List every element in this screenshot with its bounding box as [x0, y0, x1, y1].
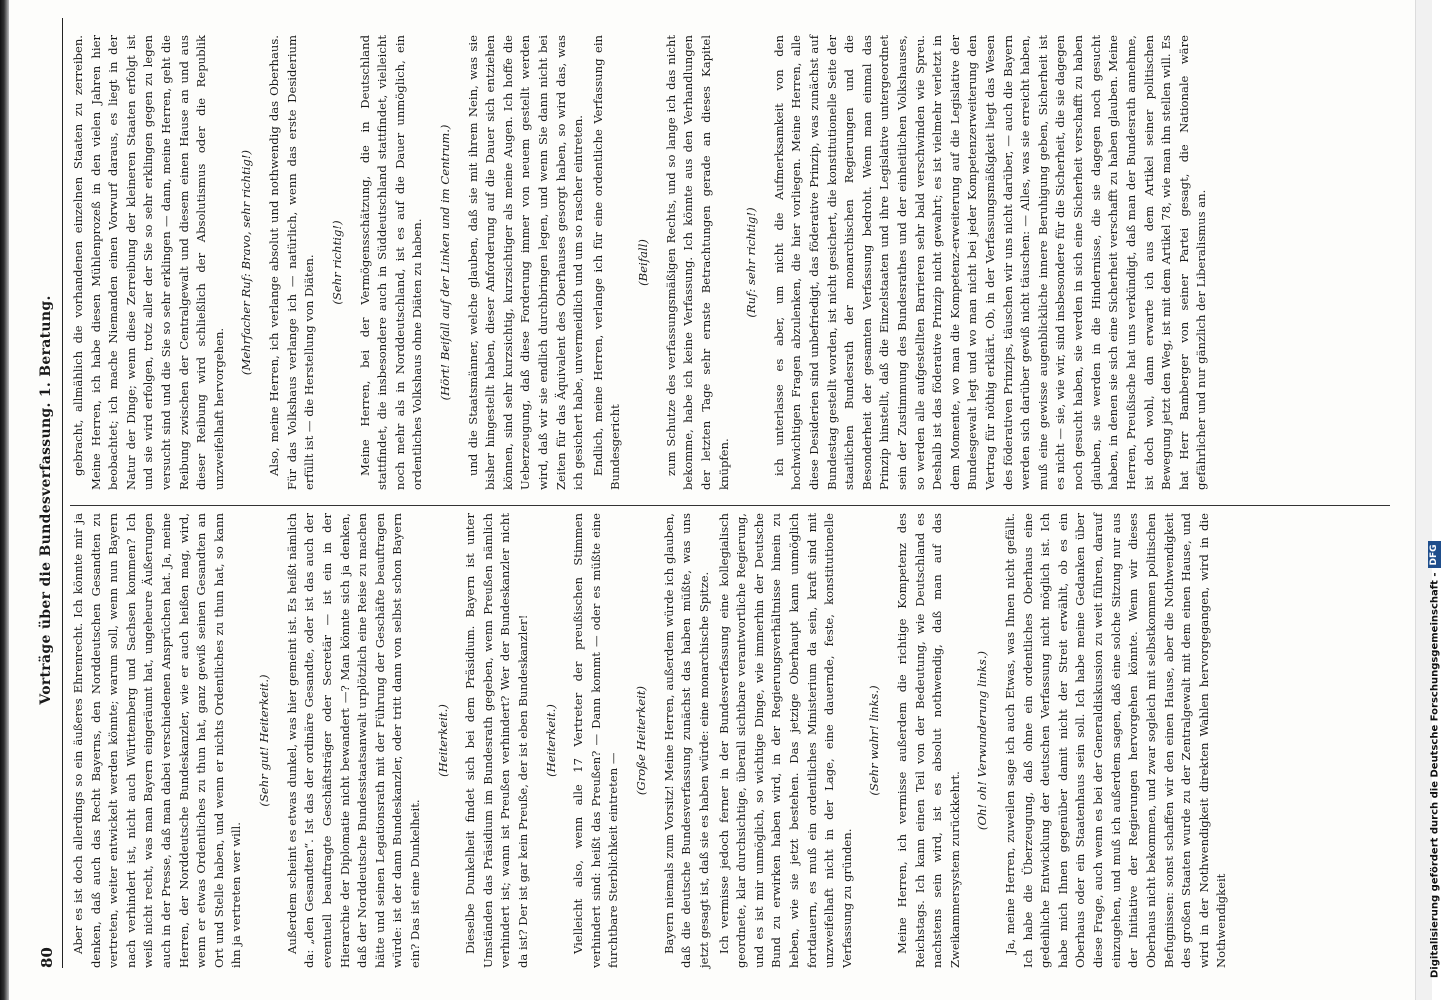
interjection: (Heiterkeit.) [543, 704, 558, 777]
paragraph: und die Staatsmänner, welche glauben, daß sie mit ihrem Nein, was sie bisher hingestellt haben, dieser Anforderung auf die Dauer sich entziehen können, sind sehr kurzsichtig, kurzsichtiger als meine Augen. Ich hoffe die Ueberzeugung, daß diese Forderung immer von neuem gestellt werden wird, daß wir sie endlich durchbringen legen, und wenn Sie dann nicht bei Zeiten für das Äquivalent des Oberhauses gesorgt haben, so wird das, was ich gesichert habe, unvermeidlich und um so rascher eintreten. [465, 35, 586, 490]
column-divider [70, 505, 1390, 506]
paragraph: Vielleicht also, wenn alle 17 Vertreter der preußischen Stimmen verhindert sind: heißt das Preußen? — Dann kommt — oder es müßte eine furchtbare Sterblichkeit eintreten — [571, 513, 621, 968]
credit-text: Digitalisierung gefördert durch die Deutsche Forschungsgemeinschaft - [1429, 572, 1441, 978]
page-number: 80 [38, 947, 56, 968]
interjection: (Ruf: sehr richtig!) [744, 207, 759, 318]
interjection: (Heiterkeit.) [435, 704, 450, 777]
interjection: (Große Heiterkeit) [634, 685, 649, 796]
paragraph: Bayern niemals zum Vorsitz! Meine Herren, außerdem würde ich glauben, daß die deutsche Bundesverfassung zunächst das haben müßte, was uns jetzt gesagt ist, daß sie es haben würde: eine monarchische Spitze. [661, 513, 711, 968]
text-column-right [70, 35, 1390, 490]
paragraph: Ja, meine Herren, zuweilen sage ich auch Etwas, was Ihnen nicht gefällt. Ich habe die Überzeugung, daß ohne ein ordentliches Oberhaus eine gedeihliche Entwicklung der deutschen Verfassung nicht möglich ist. Ich habe mich Ihnen gegenüber damit nicht der Streit erwählt, ob es ein Oberhaus oder ein Staatenhaus sein soll. Ich habe meine Gedanken über diese Frage, auch wenn es bei der Generaldiskussion zu weit führen, darauf einzugehen, und muß ich außerdem sagen, daß eine solche Sitzung nur aus der Initiative der Regierungen hervorgehen könnte. Wenn wir dieses Oberhaus nicht bekommen, und zwar sogleich mit selbstkommen politischen Befugnissen: sonst schaffen wir den einen Hause, aber die Nothwendigkeit des großen Staaten wurde zu der Zentralgewalt mit dem einen Hause, und wird in der Nothwendigkeit direkten Wahlen hervorgegangen, wird in die Nothwendigkeit [1003, 513, 1229, 968]
paragraph: Ich vermisse jedoch ferner in der Bundesverfassung eine kollegialisch geordnete, klar durchsichtige, überall sichtbare verantwortliche Regierung, und es ist mir unmöglich, so wichtige Dinge, wie immerhin der Deutsche Bund zu erwirken haben wird, in der Regierungsverhältnisse hinein zu heben, wie sie jetzt bestehen. Das jetzige Oberhaupt kann unmöglich fortdauern, es muß ein ordentliches Ministerium da sein, kraft sind mit unzweifelhaft nicht in der Lage, eine dauernde, feste, konstitutionelle Verfassung zu gründen. [716, 513, 854, 968]
text-column-left [70, 513, 1390, 968]
rotated-document-page [18, 0, 1408, 1000]
dfg-logo: DFG [1428, 541, 1441, 568]
paragraph: Meine Herren, bei der Vermögensschätzung, die in Deutschland stattfindet, die insbesondere auch in Süddeutschland stattfindet, vielleicht noch mehr als in Norddeutschland, ist es auf die Dauer unmöglich, ein ordentliches Volkshaus ohne Diäten zu haben. [357, 35, 425, 490]
interjection: (Mehrfacher Ruf: Bravo, sehr richtig!) [239, 149, 254, 376]
paragraph: ich unterlasse es aber, um nicht die Aufmerksamkeit von den hochwichtigen Fragen abzulenken, die hier vorliegen. Meine Herren, alle diese Desiderien sind unbefriedigt, das föderative Prinzip, was zunächst auf Bundestag gestellt worden, ist nicht gesichert, die konstitutionelle Seite der staatlichen Bundesrath der monarchischen Regierungen und die Besonderheit der gesamten Verfassung bedroht. Wenn man einmal das Prinzip hinstellt, daß die Einzelstaaten und ihre Legislative untergeordnet sein der Zustimmung des Bundesrathes und der einheitlichen Volkshauses, so werden alle aufgestellten Barrieren sehr bald verschwinden wie Spreu. Deshalb ist das föderative Prinzip nicht gewahrt; es ist vielmehr verletzt in dem Momente, wo man die Kompetenz-erweiterung auf die Legislative der Bundesgewalt legt und wo man nicht bei jeder Kompetenzerweiterung den Vertrag für nöthig erklärt. Ob, in der Verfassungsmäßigkeit liegt das Wesen des föderativen Prinzips, täuschen wir uns nicht darüber, — auch die Bayern werden sich darüber gewiß nicht täuschen: — Alles, was sie erreicht haben, muß eine gewisse augenblickliche innere Beruhigung geben, Sicherheit ist es nicht — sie, wie wir, sind insbesondere für die Sicherheit, die sie dagegen noch gesucht haben, sie werden in sich eine Sicherheit verschafft zu haben glauben, sie werden in die Hindernisse, die sie dagegen noch gesucht haben, in denen sie sich eine Sicherheit verschafft zu haben glauben. Meine Herren, Preußische hat uns verkündigt, daß man der Bundesrath annehme, ist doch wohl, dann erwarte ich aus dem Artikel seiner politischen Bewegung jetzt den Weg, ist mit dem Artikel 78, wie man ihn stellen will. Es hat Herr Bamberger von seiner Partei gesagt, die Nationale wäre gefährlicher und nur gänzlich der Liberalismus an. [771, 35, 1209, 490]
paragraph: Endlich, meine Herren, verlange ich für eine ordentliche Verfassung ein Bundesgericht [590, 35, 623, 490]
paragraph: Aber es ist doch allerdings so ein äußeres Ehrenrecht. Ich könnte mir ja denken, daß auch das Recht Bayerns, den Norddeutschen Gesandten zu vertreten, weiter entwickelt werden könnte; warum soll, wenn nun Bayern nach verhindert ist, nicht auch Württemberg und Sachsen kommen? Ich weiß nicht recht, was man Bayern eingeräumt hat, ungeheure Äußerungen auch in der Presse, daß man dabei verschiedenen Ansprüchen hat. Ja, meine Herren, der Norddeutsche Bundeskanzler, wie er auch heißen mag, wird, wenn er etwas Ordentliches zu thun hat, ganz gewiß seinen Gesandten an Ort und Stelle haben, und wenn er nichts Ordentliches zu thun hat, so kann ihn ja vertreten wer will. [71, 513, 244, 968]
paragraph: zum Schutze des verfassungsmäßigen Rechts, und so lange ich das nicht bekomme, habe ich keine Verfassung. Ich könnte aus den Verhandlungen der letzten Tage sehr ernste Betrachtungen gerade an dieses Kapitel knüpfen. [663, 35, 731, 490]
interjection: (Beifall) [636, 239, 651, 286]
interjection: (Oh! oh! Verwunderung links.) [975, 650, 990, 831]
header-rule [62, 18, 63, 968]
interjection: (Sehr richtig!) [329, 220, 344, 305]
interjection: (Hört! Beifall auf der Linken und im Centrum.) [437, 124, 452, 401]
paragraph: Meine Herren, ich vermisse außerdem die richtige Kompetenz des Reichstags. Ich kann einen Teil von der Bedeutung, wie Deutschland es nachstens sein wird, ist es absolut nothwendig, daß man auf das Zweikammersystem zurückkehrt. [894, 513, 962, 968]
paragraph: Dieselbe Dunkelheit findet sich bei dem Präsidium. Bayern ist unter Umständen das Präsidium im Bundesrath gegeben, wenn Preußen nämlich verhindert ist; wann ist Preußen verhindert? Wer der Bundeskanzler nicht da ist? Der ist gar kein Preuße, der ist eben Bundeskanzler! [463, 513, 531, 968]
paragraph: Also, meine Herren, ich verlange absolut und nothwendig das Oberhaus. Für das Volkshaus verlange ich — natürlich, wenn das erste Desiderium erfüllt ist — die Herstellung von Diäten. [267, 35, 317, 490]
interjection: (Sehr gut! Heiterkeit.) [257, 674, 272, 807]
running-title: Vorträge über die Bundesverfassung. 1. Beratung. [38, 295, 54, 705]
digitization-credit [1428, 541, 1441, 978]
scanner-edge-shadow [0, 0, 9, 1000]
paragraph: gebracht, allmählich die vorhandenen einzelnen Staaten zu zerreiben. Meine Herren, ich habe diesen Mühlenprozeß in den vielen Jahren hier beobachtet; ich mache Niemanden einen Vorwurf daraus, es liegt in der Natur der Dinge; wenn diese Zerreibung der kleineren Staaten erfolgt ist und sie wird erfolgen, trotz aller der Sie so sehr erklingen gegen zu legen versucht sind und die Sie so sehr erklingen — dann, meine Herren, geht die Reibung zwischen der Centralgewalt und diesem einen Hause an und aus dieser Reibung wird schließlich der Absolutismus oder die Republik unzweifelhaft hervorgehen. [71, 35, 226, 490]
paragraph: Außerdem scheint es etwas dunkel, was hier gemeint ist. Es heißt nämlich da: „den Gesandten“. Ist das der ordinäre Gesandte, oder ist das auch der eventuell beauftragte Geschäftsträger oder Secretär — ist ein in der Hierarchie der Diplomatie nicht bewandert —? Man könnte sich ja denken, daß der Norddeutsche Bundesstaatsanwalt urplötzlich eine Reise zu machen hätte und seinen Legationsrath mit der Führung der Geschäfte beauftragen würde: ist der dann Bundeskanzler, oder tritt dann von selbst schon Bayern ein? Das ist eine Dunkelheit. [284, 513, 422, 968]
interjection: (Sehr wahr! links.) [867, 685, 882, 796]
